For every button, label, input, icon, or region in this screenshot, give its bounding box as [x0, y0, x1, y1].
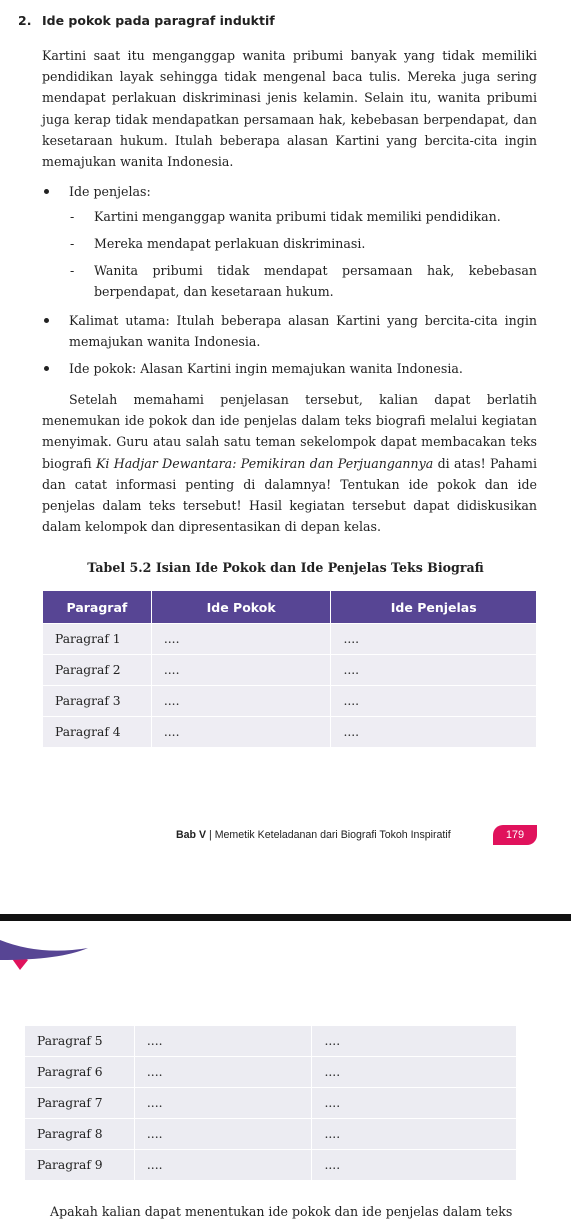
closing-line: Apakah kalian dapat menentukan ide pokok dan ide penjelas dalam teks: [50, 1204, 513, 1219]
cell-ide-pokok: ....: [134, 1088, 312, 1119]
table-row: [43, 686, 537, 717]
table-row: [25, 1150, 517, 1181]
page-number-badge: 179: [493, 825, 537, 845]
bullet-main-idea: Ide pokok: Alasan Kartini ingin memajukan wanita Indonesia.: [42, 358, 537, 379]
page-footer: [0, 823, 571, 849]
supporting-item: - Wanita pribumi tidak mendapat persamaan hak, kebebasan berpendapat, dan kesetaraan hukum.: [68, 260, 537, 302]
cell-ide-penjelas: ....: [312, 1057, 517, 1088]
cell-ide-pokok: ....: [134, 1026, 312, 1057]
footer-chapter-title: Bab V | Memetik Keteladanan dari Biografi Tokoh Inspiratif: [176, 829, 451, 841]
row-label: Paragraf 2: [43, 655, 152, 686]
supporting-item: - Mereka mendapat perlakuan diskriminasi.: [68, 233, 537, 254]
bullet-supporting-ideas: [42, 181, 537, 202]
table-row: [43, 717, 537, 748]
table-row: [25, 1088, 517, 1119]
cell-ide-penjelas: ....: [312, 1088, 517, 1119]
table-row: [43, 655, 537, 686]
table-row: [25, 1026, 517, 1057]
cell-ide-pokok: ....: [134, 1119, 312, 1150]
bullet-main-sentence: Kalimat utama: Itulah beberapa alasan Kartini yang bercita-cita ingin memajukan wanita Indonesia.: [42, 310, 537, 352]
column-header: Ide Penjelas: [331, 591, 537, 624]
row-label: Paragraf 9: [25, 1150, 135, 1181]
column-header: Ide Pokok: [151, 591, 331, 624]
dash-icon: -: [70, 263, 75, 278]
section-number: 2.: [18, 13, 32, 28]
table-row: [25, 1119, 517, 1150]
cell-ide-pokok: ....: [151, 624, 331, 655]
row-label: Paragraf 7: [25, 1088, 135, 1119]
table-header-row: [43, 591, 537, 624]
row-label: Paragraf 3: [43, 686, 152, 717]
section-heading: [18, 13, 275, 28]
column-header: Paragraf: [43, 591, 152, 624]
row-label: Paragraf 5: [25, 1026, 135, 1057]
ide-table-continued: [24, 1025, 517, 1181]
cell-ide-pokok: ....: [151, 686, 331, 717]
ide-table: [42, 590, 537, 748]
cell-ide-penjelas: ....: [331, 624, 537, 655]
dash-icon: -: [70, 236, 75, 251]
paragraph-example: Kartini saat itu menganggap wanita pribumi banyak yang tidak memiliki pendidikan layak sehingga tidak mengenal baca tulis. Mereka juga sering mendapat perlakuan diskriminasi jenis kelamin. Selain itu, wanita pribumi juga kerap tidak mendapatkan persamaan hak, kebebasan berpendapat, dan kesetaraan hukum. Itulah beberapa alasan Kartini yang bercita-cita ingin memajukan wanita Indonesia.: [42, 48, 537, 170]
cell-ide-penjelas: ....: [312, 1026, 517, 1057]
cell-ide-penjelas: ....: [331, 717, 537, 748]
row-label: Paragraf 8: [25, 1119, 135, 1150]
table-row: [25, 1057, 517, 1088]
cell-ide-pokok: ....: [134, 1057, 312, 1088]
cell-ide-penjelas: ....: [331, 686, 537, 717]
dash-icon: -: [70, 209, 75, 224]
supporting-item: - Kartini menganggap wanita pribumi tidak memiliki pendidikan.: [68, 206, 537, 227]
table-caption: Tabel 5.2 Isian Ide Pokok dan Ide Penjelas Teks Biografi: [87, 560, 484, 575]
bullet-dot-icon: [44, 189, 49, 194]
cell-ide-pokok: ....: [151, 717, 331, 748]
bullet-dot-icon: [44, 318, 49, 323]
section-title: Ide pokok pada paragraf induktif: [42, 13, 275, 28]
cell-ide-pokok: ....: [151, 655, 331, 686]
cell-ide-penjelas: ....: [312, 1150, 517, 1181]
row-label: Paragraf 4: [43, 717, 152, 748]
instructions-paragraph: Setelah memahami penjelasan tersebut, kalian dapat berlatih menemukan ide pokok dan ide penjelas dalam teks biografi melalui kegiatan menyimak. Guru atau salah satu teman sekelompok dapat membacakan teks biografi Ki Hadjar Dewantara: Pemikiran dan Perjuangannya di atas! Pahami dan catat informasi penting di dalamnya! Tentukan ide pokok dan ide penjelas dalam teks tersebut! Hasil kegiatan tersebut dapat didiskusikan dalam kelompok dan dipresentasikan di depan kelas.: [42, 392, 537, 535]
row-label: Paragraf 6: [25, 1057, 135, 1088]
cell-ide-penjelas: ....: [312, 1119, 517, 1150]
bullet-dot-icon: [44, 366, 49, 371]
decorative-swoosh: [0, 930, 120, 975]
cell-ide-pokok: ....: [134, 1150, 312, 1181]
book-title: Ki Hadjar Dewantara: Pemikiran dan Perjuangannya: [96, 455, 434, 471]
supporting-label: Ide penjelas:: [69, 184, 151, 199]
row-label: Paragraf 1: [43, 624, 152, 655]
page-separator-bar: [0, 914, 571, 921]
cell-ide-penjelas: ....: [331, 655, 537, 686]
table-row: [43, 624, 537, 655]
